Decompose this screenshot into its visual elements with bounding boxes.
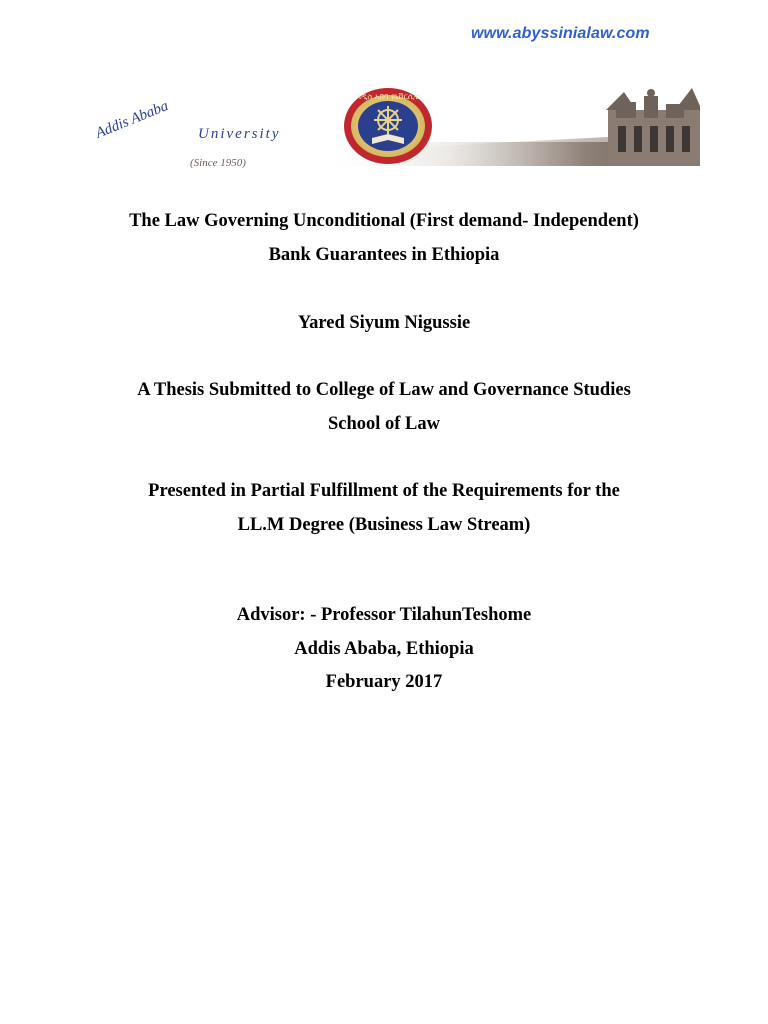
fulfillment-line-2: LL.M Degree (Business Law Stream) <box>237 514 531 535</box>
university-building-image <box>606 88 700 166</box>
date-line: February 2017 <box>325 672 443 692</box>
university-name-line2: University <box>198 126 281 142</box>
location-line: Addis Ababa, Ethiopia <box>294 638 474 659</box>
submission-statement <box>0 374 768 441</box>
university-banner <box>88 82 700 172</box>
university-seal-logo <box>344 88 432 164</box>
thesis-title <box>0 205 768 272</box>
seal-top-lettering: አዲስ አበባ ዩኒቨርሲቲ <box>356 92 420 101</box>
fulfillment-statement <box>0 475 768 542</box>
fulfillment-line-1: Presented in Partial Fulfillment of the Requirements for the <box>148 481 620 501</box>
thesis-title-line-2: Bank Guarantees in Ethiopia <box>268 244 500 265</box>
university-since-text: (Since 1950) <box>190 157 246 169</box>
thesis-title-line-1: The Law Governing Unconditional (First demand- Independent) <box>129 211 639 231</box>
advisor-line: Advisor: - Professor TilahunTeshome <box>236 605 532 625</box>
banner-graphic <box>88 82 700 172</box>
thesis-details <box>0 599 768 700</box>
submission-line-2: School of Law <box>327 413 441 434</box>
author-name: Yared Siyum Nigussie <box>297 313 471 333</box>
submission-line-1: A Thesis Submitted to College of Law and Governance Studies <box>137 380 631 400</box>
university-name-line1: Addis Ababa <box>93 98 171 142</box>
author-block <box>0 307 768 341</box>
website-watermark-link[interactable]: www.abyssinialaw.com <box>471 25 650 42</box>
